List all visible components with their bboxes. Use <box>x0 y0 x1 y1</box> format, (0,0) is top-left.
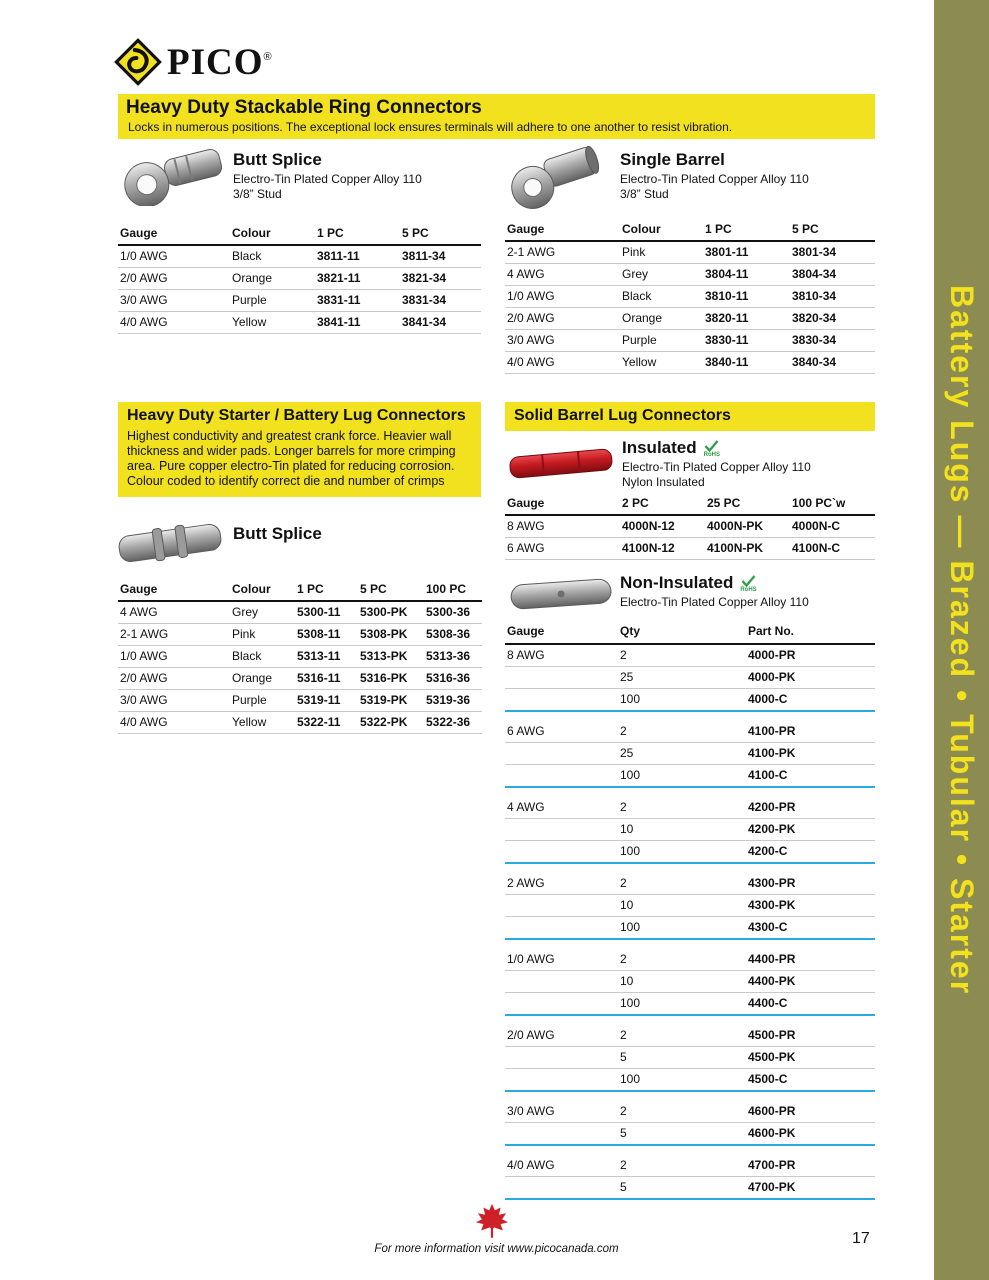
table-cell: Black <box>230 646 295 668</box>
gauge-group <box>505 873 875 940</box>
table-cell <box>505 693 620 706</box>
product-title: Single Barrel <box>620 150 725 169</box>
table-cell: 4400-C <box>748 996 788 1010</box>
table-cell: 4/0 AWG <box>505 352 620 374</box>
product-desc-line: Electro-Tin Plated Copper Alloy 110 <box>620 172 809 186</box>
table-cell: 4000-C <box>748 692 788 706</box>
table-row <box>505 797 875 819</box>
product-desc-line: 3/8” Stud <box>233 187 282 201</box>
table-cell: 2 <box>620 1104 627 1118</box>
table-cell: Grey <box>620 264 703 286</box>
table-cell <box>505 1051 620 1064</box>
table-cell: 5319-PK <box>358 690 424 712</box>
insulated-info <box>622 438 811 490</box>
column-header: 1 PC <box>315 222 400 245</box>
table-cell: Purple <box>230 690 295 712</box>
gauge-group <box>505 949 875 1016</box>
column-header: Part No. <box>748 624 795 638</box>
table-cell: 1/0 AWG <box>505 286 620 308</box>
table-cell: 3810-11 <box>703 286 790 308</box>
table-row <box>505 765 875 786</box>
insulated-table <box>505 492 875 560</box>
column-header: 1 PC <box>703 218 790 241</box>
table-cell: 4/0 AWG <box>118 712 230 734</box>
table-cell: 10 <box>620 974 634 988</box>
table-cell <box>505 921 620 934</box>
table-row <box>118 712 482 734</box>
table-cell: 4600-PK <box>748 1126 796 1140</box>
table-row <box>505 743 875 765</box>
table-cell: 4100-C <box>748 768 788 782</box>
table-row <box>505 819 875 841</box>
column-header: Colour <box>620 218 703 241</box>
section-subtitle: Locks in numerous positions. The exceptional lock ensures terminals will adhere to one another to resist vibration. <box>128 120 733 134</box>
table-cell: 2 <box>620 952 627 966</box>
table-row <box>505 1047 875 1069</box>
table-row <box>505 645 875 667</box>
table-row <box>505 308 875 330</box>
table-cell: 4300-C <box>748 920 788 934</box>
table-cell: 3840-11 <box>703 352 790 374</box>
gauge-group <box>505 721 875 788</box>
column-header: Gauge <box>118 578 230 601</box>
table-cell: 4500-PR <box>748 1028 796 1042</box>
table-cell: 5308-36 <box>424 624 482 646</box>
single-barrel-info <box>620 150 809 202</box>
table-row <box>505 873 875 895</box>
table-cell: Orange <box>230 268 315 290</box>
table-row <box>505 689 875 710</box>
table-cell: 5308-11 <box>295 624 358 646</box>
section-title: Heavy Duty Stackable Ring Connectors <box>126 97 482 118</box>
table-header-row <box>118 222 481 245</box>
table-cell: 2 <box>620 1028 627 1042</box>
table-row <box>505 721 875 743</box>
table-row <box>118 690 482 712</box>
table-cell: 4000N-12 <box>620 515 705 538</box>
table-cell: 5313-11 <box>295 646 358 668</box>
non-insulated-splice-image <box>507 570 615 621</box>
column-header: Colour <box>230 578 295 601</box>
table-cell: 3820-11 <box>703 308 790 330</box>
table-cell <box>505 845 620 858</box>
table-cell: 4100N-12 <box>620 538 705 560</box>
column-header: 100 PC`w <box>790 492 875 515</box>
product-desc-line: 3/8” Stud <box>620 187 669 201</box>
table-cell: Pink <box>230 624 295 646</box>
table-cell: Orange <box>230 668 295 690</box>
rohs-icon: RoHS <box>740 575 756 593</box>
table-cell: 5322-36 <box>424 712 482 734</box>
table-cell: 100 <box>620 920 641 934</box>
table-row <box>118 268 481 290</box>
table-cell: 4100-PR <box>748 724 796 738</box>
table-cell <box>505 671 620 684</box>
table-cell: 3821-34 <box>400 268 481 290</box>
table-cell: 5300-36 <box>424 601 482 624</box>
table-cell: 5313-PK <box>358 646 424 668</box>
table-row <box>505 841 875 862</box>
column-header: 5 PC <box>790 218 875 241</box>
table-cell <box>505 823 620 836</box>
table-cell: 3804-34 <box>790 264 875 286</box>
table-row <box>505 1123 875 1144</box>
table-cell: Black <box>620 286 703 308</box>
gauge-group <box>505 1155 875 1200</box>
table-cell: 10 <box>620 822 634 836</box>
table-cell: 4700-PK <box>748 1180 796 1194</box>
table-cell: 4700-PR <box>748 1158 796 1172</box>
table-cell: 4400-PR <box>748 952 796 966</box>
product-desc-line: Electro-Tin Plated Copper Alloy 110 <box>233 172 422 186</box>
table-cell: 5 <box>620 1180 627 1194</box>
maple-leaf-icon <box>474 1203 510 1248</box>
table-row <box>505 1101 875 1123</box>
table-cell: 5 <box>620 1126 627 1140</box>
table-cell: 100 <box>620 844 641 858</box>
table-cell: 4 AWG <box>505 264 620 286</box>
table-cell: 4 AWG <box>118 601 230 624</box>
product-desc-line: Electro-Tin Plated Copper Alloy 110 <box>622 460 811 474</box>
table-cell: 3811-11 <box>315 245 400 268</box>
table-cell: Pink <box>620 241 703 264</box>
column-header: 2 PC <box>620 492 705 515</box>
table-row <box>505 330 875 352</box>
table-cell: 2-1 AWG <box>118 624 230 646</box>
table-cell: 100 <box>620 996 641 1010</box>
gauge-group <box>505 645 875 712</box>
single-barrel-table <box>505 218 875 374</box>
table-cell: 2 AWG <box>507 876 545 890</box>
table-cell: 4400-PK <box>748 974 796 988</box>
table-cell: Yellow <box>230 712 295 734</box>
product-desc-line: Electro-Tin Plated Copper Alloy 110 <box>620 595 809 609</box>
table-row <box>505 949 875 971</box>
table-cell: Orange <box>620 308 703 330</box>
table-cell: 3840-34 <box>790 352 875 374</box>
column-header: 1 PC <box>295 578 358 601</box>
insulated-splice-image <box>507 442 615 491</box>
tubular-butt-splice-image <box>114 514 226 577</box>
table-cell: Black <box>230 245 315 268</box>
section-title: Heavy Duty Starter / Battery Lug Connectors <box>127 407 466 424</box>
table-cell: 3831-34 <box>400 290 481 312</box>
table-cell: 3/0 AWG <box>118 690 230 712</box>
table-cell: 100 <box>620 1072 641 1086</box>
table-row <box>118 646 482 668</box>
table-row <box>118 624 482 646</box>
table-header-row <box>118 578 482 601</box>
table-cell: 4500-PK <box>748 1050 796 1064</box>
table-cell: 1/0 AWG <box>118 245 230 268</box>
table-row <box>118 601 482 624</box>
stackable-butt-splice-table <box>118 222 481 334</box>
table-cell: 4/0 AWG <box>507 1158 555 1172</box>
side-tab-label: Battery Lugs — Brazed • Tubular • Starter <box>944 284 980 996</box>
table-cell: 4000-PK <box>748 670 796 684</box>
table-cell: 5319-11 <box>295 690 358 712</box>
table-row <box>505 1025 875 1047</box>
table-cell: 5316-11 <box>295 668 358 690</box>
table-cell: 3/0 AWG <box>507 1104 555 1118</box>
table-cell: 2/0 AWG <box>118 668 230 690</box>
table-cell: 3801-11 <box>703 241 790 264</box>
table-cell: 5300-11 <box>295 601 358 624</box>
table-cell: 5316-36 <box>424 668 482 690</box>
table-cell <box>505 1073 620 1086</box>
table-row <box>505 286 875 308</box>
single-barrel-image <box>505 140 605 215</box>
table-row <box>118 668 482 690</box>
table-cell: 4000N-PK <box>705 515 790 538</box>
table-cell: 4200-C <box>748 844 788 858</box>
table-cell: 4200-PK <box>748 822 796 836</box>
table-cell: 2/0 AWG <box>507 1028 555 1042</box>
table-cell: Grey <box>230 601 295 624</box>
table-cell: 8 AWG <box>505 515 620 538</box>
table-row <box>118 312 481 334</box>
table-cell: Yellow <box>620 352 703 374</box>
product-title: Insulated RoHS <box>622 438 720 458</box>
table-cell: 3821-11 <box>315 268 400 290</box>
table-cell: 4500-C <box>748 1072 788 1086</box>
pico-logo <box>114 38 273 86</box>
table-cell: 5322-PK <box>358 712 424 734</box>
column-header: 25 PC <box>705 492 790 515</box>
pico-diamond-icon <box>114 38 162 86</box>
table-cell: 2/0 AWG <box>505 308 620 330</box>
table-cell: 2 <box>620 1158 627 1172</box>
table-cell <box>505 769 620 782</box>
table-cell: 10 <box>620 898 634 912</box>
table-cell: 25 <box>620 670 634 684</box>
column-header: Gauge <box>118 222 230 245</box>
table-row <box>505 1069 875 1090</box>
section-header-stackable <box>118 94 875 139</box>
table-cell: 4100N-C <box>790 538 875 560</box>
table-cell: 4300-PR <box>748 876 796 890</box>
column-header: Gauge <box>505 492 620 515</box>
table-row <box>505 971 875 993</box>
table-cell: 5300-PK <box>358 601 424 624</box>
table-row <box>505 241 875 264</box>
table-cell: 1/0 AWG <box>118 646 230 668</box>
table-cell <box>505 997 620 1010</box>
table-cell <box>505 747 620 760</box>
table-cell: 3811-34 <box>400 245 481 268</box>
page-number: 17 <box>852 1230 870 1247</box>
table-cell: 8 AWG <box>507 648 545 662</box>
table-cell: 100 <box>620 768 641 782</box>
footer-text: For more information visit www.picocanada.com <box>374 1243 619 1255</box>
column-header: 100 PC <box>424 578 482 601</box>
table-cell: 5316-PK <box>358 668 424 690</box>
table-cell <box>505 975 620 988</box>
table-cell: 1/0 AWG <box>507 952 555 966</box>
product-title: Butt Splice <box>233 524 322 543</box>
registered-mark: ® <box>263 50 273 63</box>
table-row <box>118 290 481 312</box>
table-header-row <box>505 218 875 241</box>
table-cell: 4100-PK <box>748 746 796 760</box>
table-row <box>505 352 875 374</box>
table-row <box>505 264 875 286</box>
table-row <box>505 515 875 538</box>
table-cell: 3830-34 <box>790 330 875 352</box>
table-cell: 25 <box>620 746 634 760</box>
column-header: Colour <box>230 222 315 245</box>
section-header-starter <box>118 402 481 497</box>
starter-butt-splice-table <box>118 578 482 734</box>
table-cell: Purple <box>230 290 315 312</box>
table-cell: 6 AWG <box>505 538 620 560</box>
product-title: Butt Splice <box>233 150 322 169</box>
gauge-group <box>505 1025 875 1092</box>
section-title: Solid Barrel Lug Connectors <box>514 407 731 424</box>
table-cell: 3841-34 <box>400 312 481 334</box>
table-cell: 3820-34 <box>790 308 875 330</box>
table-cell: 3801-34 <box>790 241 875 264</box>
table-cell: 2/0 AWG <box>118 268 230 290</box>
table-cell: 2 <box>620 724 627 738</box>
butt-splice-image <box>118 142 228 211</box>
brand-name: PICO® <box>167 41 273 83</box>
table-cell: 2 <box>620 800 627 814</box>
butt-splice-info <box>233 150 422 202</box>
table-cell: 5322-11 <box>295 712 358 734</box>
table-cell: 4100N-PK <box>705 538 790 560</box>
table-cell: 3830-11 <box>703 330 790 352</box>
table-row <box>505 538 875 560</box>
column-header: Qty <box>620 624 641 638</box>
product-desc-line: Nylon Insulated <box>622 475 705 489</box>
column-header: 5 PC <box>358 578 424 601</box>
table-cell: 4000N-C <box>790 515 875 538</box>
table-cell: 5319-36 <box>424 690 482 712</box>
table-cell: 5 <box>620 1050 627 1064</box>
table-row <box>505 993 875 1014</box>
table-cell: 100 <box>620 692 641 706</box>
table-cell <box>505 899 620 912</box>
table-cell: 3831-11 <box>315 290 400 312</box>
table-header-row <box>505 492 875 515</box>
table-cell: 6 AWG <box>507 724 545 738</box>
table-cell: 2-1 AWG <box>505 241 620 264</box>
rohs-icon: RoHS <box>704 440 720 458</box>
table-row <box>505 917 875 938</box>
table-cell: 2 <box>620 876 627 890</box>
table-cell <box>505 1127 620 1140</box>
table-cell <box>505 1181 620 1194</box>
table-row <box>505 1155 875 1177</box>
table-cell: 4000-PR <box>748 648 796 662</box>
gauge-group <box>505 797 875 864</box>
section-description: Highest conductivity and greatest crank force. Heavier wall thickness and wider pads. Longer barrels for more crimping area. Pure copper electro-Tin plated for reducing corrosion. Colour coded to identify correct die and number of crimps <box>127 429 456 488</box>
table-cell: 5308-PK <box>358 624 424 646</box>
column-header: 5 PC <box>400 222 481 245</box>
table-cell: 3810-34 <box>790 286 875 308</box>
table-cell: Purple <box>620 330 703 352</box>
table-cell: 4600-PR <box>748 1104 796 1118</box>
table-cell: 4200-PR <box>748 800 796 814</box>
table-cell: 3804-11 <box>703 264 790 286</box>
gauge-group <box>505 1101 875 1146</box>
column-header: Gauge <box>507 624 545 638</box>
table-cell: 3/0 AWG <box>505 330 620 352</box>
table-row <box>505 895 875 917</box>
table-cell: 4300-PK <box>748 898 796 912</box>
column-header: Gauge <box>505 218 620 241</box>
starter-butt-splice-info <box>233 524 322 546</box>
table-row <box>118 245 481 268</box>
table-cell: 5313-36 <box>424 646 482 668</box>
table-cell: 3841-11 <box>315 312 400 334</box>
non-insulated-info <box>620 573 809 610</box>
table-row <box>505 1177 875 1198</box>
table-cell: Yellow <box>230 312 315 334</box>
side-tab <box>934 0 989 1280</box>
table-cell: 4/0 AWG <box>118 312 230 334</box>
non-insulated-table <box>505 620 875 1209</box>
table-cell: 4 AWG <box>507 800 545 814</box>
table-header-row <box>505 620 875 645</box>
table-cell: 2 <box>620 648 627 662</box>
section-header-solid-barrel <box>505 402 875 431</box>
table-row <box>505 667 875 689</box>
table-cell: 3/0 AWG <box>118 290 230 312</box>
product-title: Non-Insulated RoHS <box>620 573 757 593</box>
